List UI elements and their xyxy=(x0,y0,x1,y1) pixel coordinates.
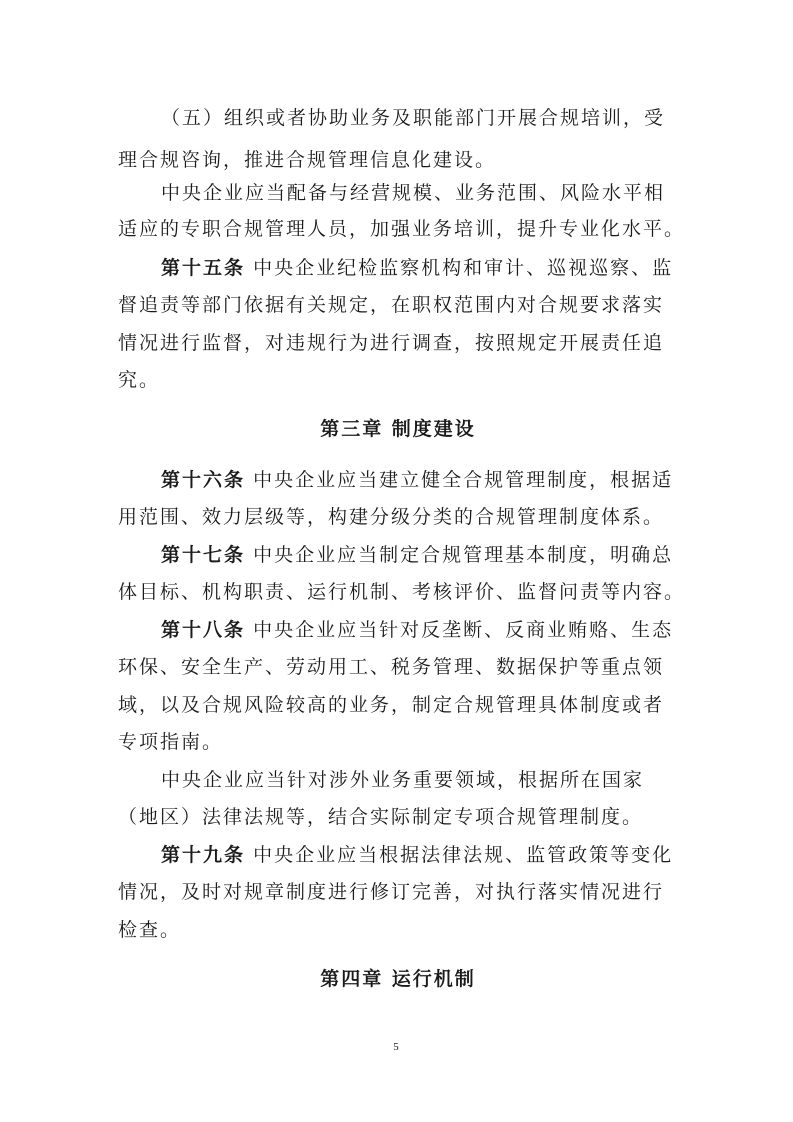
paragraph-line: 督追责等部门依据有关规定，在职权范围内对合规要求落实 xyxy=(118,294,665,316)
article-first-line xyxy=(161,255,678,281)
paragraph-line: 用范围、效力层级等，构建分级分类的合规管理制度体系。 xyxy=(118,506,665,528)
paragraph-line: 究。 xyxy=(118,369,161,391)
paragraph-line: 域，以及合规风险较高的业务，制定合规管理具体制度或者 xyxy=(118,694,665,716)
article-text: 中央企业应当根据法律法规、监管政策等变化 xyxy=(253,844,674,866)
article-text: 中央企业应当针对反垄断、反商业贿赂、生态 xyxy=(253,619,674,641)
chapter-heading: 第四章 运行机制 xyxy=(320,968,476,990)
article-number: 第十六条 xyxy=(161,469,246,491)
page-number: 5 xyxy=(393,1041,399,1053)
paragraph-line: 专项指南。 xyxy=(118,731,224,753)
paragraph-line: 环保、安全生产、劳动用工、税务管理、数据保护等重点领 xyxy=(118,656,665,678)
chapter-heading: 第三章 制度建设 xyxy=(320,418,476,440)
paragraph-line: 理合规咨询，推进合规管理信息化建设。 xyxy=(118,149,497,171)
article-text: 中央企业应当建立健全合规管理制度，根据适 xyxy=(253,469,674,491)
paragraph-line: （五）组织或者协助业务及职能部门开展合规培训，受 xyxy=(161,107,666,129)
article-number: 第十七条 xyxy=(161,544,246,566)
article-first-line xyxy=(161,542,678,568)
paragraph-line: 检查。 xyxy=(118,919,182,941)
paragraph-line: 情况，及时对规章制度进行修订完善，对执行落实情况进行 xyxy=(118,881,665,903)
article-number: 第十九条 xyxy=(161,844,246,866)
paragraph-line: 中央企业应当针对涉外业务重要领域，根据所在国家 xyxy=(161,769,645,791)
paragraph-line: 体目标、机构职责、运行机制、考核评价、监督问责等内容。 xyxy=(118,581,686,603)
article-first-line xyxy=(161,842,678,868)
paragraph-line: （地区）法律法规等，结合实际制定专项合规管理制度。 xyxy=(118,806,644,828)
article-text: 中央企业应当制定合规管理基本制度，明确总 xyxy=(253,544,674,566)
article-first-line xyxy=(161,617,678,643)
article-number: 第十五条 xyxy=(161,257,246,279)
paragraph-line: 情况进行监督，对违规行为进行调查，按照规定开展责任追 xyxy=(118,332,665,354)
article-text: 中央企业纪检监察机构和审计、巡视巡察、监 xyxy=(253,257,674,279)
paragraph-line: 适应的专职合规管理人员，加强业务培训，提升专业化水平。 xyxy=(118,218,686,240)
article-first-line xyxy=(161,467,678,493)
paragraph-line: 中央企业应当配备与经营规模、业务范围、风险水平相 xyxy=(161,182,666,204)
article-number: 第十八条 xyxy=(161,619,246,641)
